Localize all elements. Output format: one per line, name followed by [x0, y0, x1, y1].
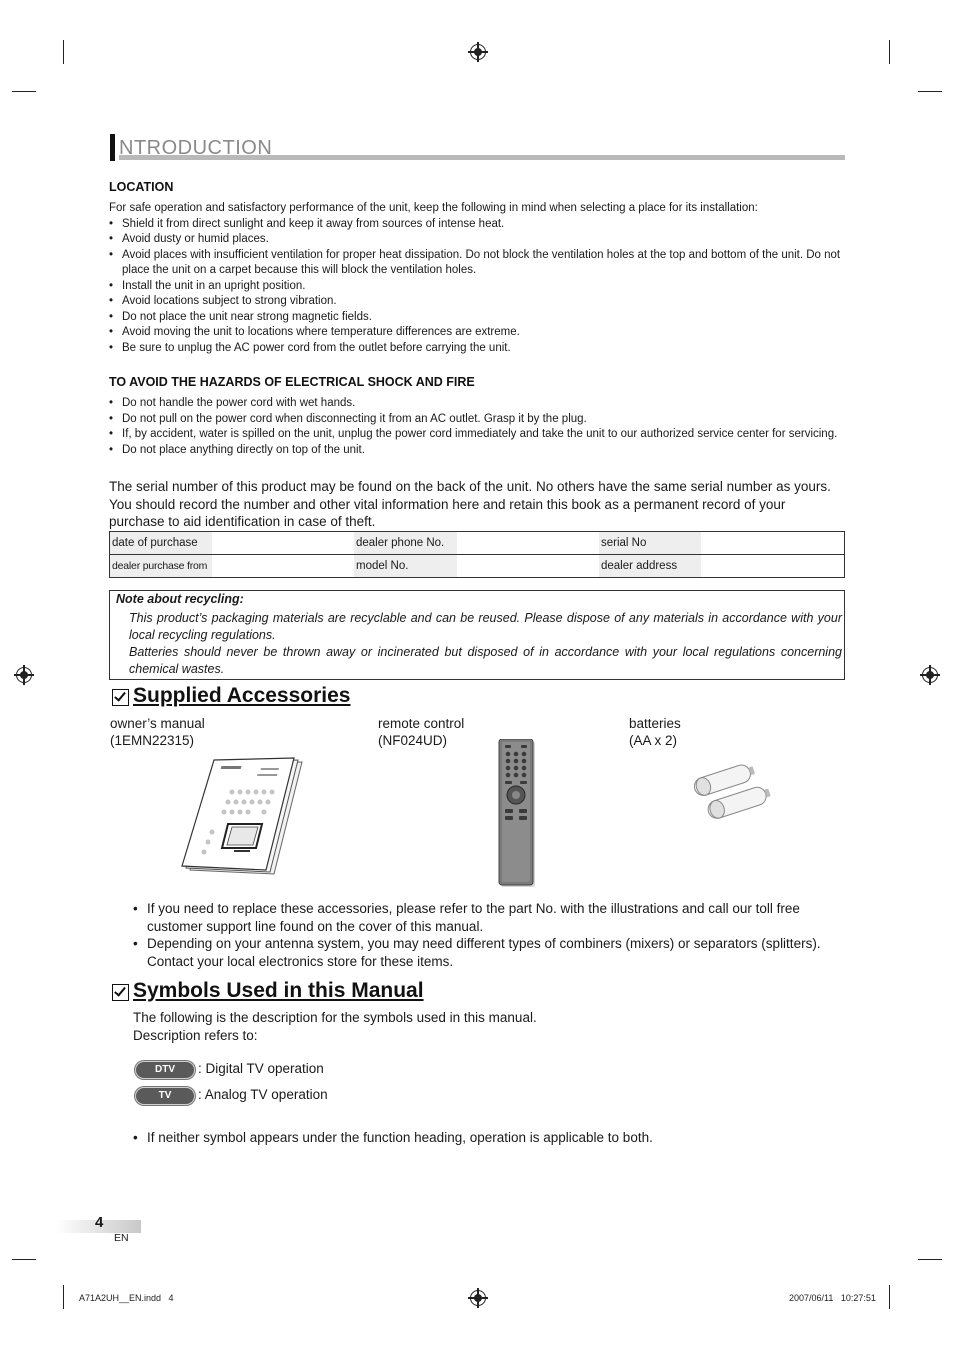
remote-control-icon: [497, 739, 539, 889]
accessories-notes: [133, 900, 833, 970]
table-cell-value[interactable]: [701, 532, 844, 555]
accessories-heading: Supplied Accessories: [133, 684, 351, 707]
symbols-heading: Symbols Used in this Manual: [133, 979, 424, 1002]
table-cell-label: serial No: [599, 532, 701, 555]
owners-manual-icon: [178, 756, 312, 880]
table-cell-value[interactable]: [212, 532, 354, 555]
accessories-note-list: [133, 900, 833, 970]
list-item: • Depending on your antenna system, you may need different types of combiners (mixers) or separators (splitters). Contact your local electronics store for these items.: [133, 935, 833, 970]
location-section: [109, 201, 844, 356]
checkbox-icon: [112, 984, 129, 1001]
table-row: [110, 532, 844, 555]
crop-mark: [12, 91, 36, 92]
location-intro: For safe operation and satisfactory performance of the unit, keep the following in mind when selecting a place for its installation:: [109, 202, 758, 214]
title-text: NTRODUCTION: [119, 137, 273, 159]
hazards-section: [109, 396, 844, 458]
list-item: • Do not place the unit near strong magnetic fields.: [109, 310, 844, 326]
crop-mark: [63, 40, 64, 64]
section-title: [110, 134, 845, 162]
symbols-note-list: [133, 1129, 833, 1147]
crop-mark: [918, 91, 942, 92]
list-item: • Do not pull on the power cord when disconnecting it from an AC outlet. Grasp it by the plug.: [109, 412, 844, 428]
crop-mark: [889, 1285, 890, 1309]
tv-description: : Analog TV operation: [198, 1087, 328, 1102]
title-initial-bar: [110, 134, 115, 161]
record-table: [109, 531, 845, 578]
print-timestamp: 2007/06/11 10:27:51: [789, 1293, 876, 1303]
list-item: • Avoid places with insufficient ventilation for proper heat dissipation. Do not block the ventilation holes at the top and bottom of the unit. Do not place the unit on a carpet because this will block the ventilation holes.: [109, 248, 844, 279]
table-cell-label: dealer address: [599, 555, 701, 578]
table-cell-value[interactable]: [457, 532, 599, 555]
recycling-note: [109, 590, 845, 680]
accessory-remote: [378, 715, 464, 749]
note-title: Note about recycling:: [116, 592, 244, 606]
table-row: [110, 555, 844, 578]
table-cell-label: date of purchase: [110, 532, 212, 555]
accessory-manual: [110, 715, 205, 749]
list-item: • Install the unit in an upright position.: [109, 279, 844, 295]
table-cell-label: model No.: [354, 555, 457, 578]
accessory-part: (NF024UD): [378, 733, 448, 748]
registration-mark-icon: [922, 667, 938, 683]
symbols-note: [133, 1129, 833, 1147]
page-number: 4: [95, 1214, 104, 1231]
batteries-icon: [690, 760, 780, 826]
list-item: • Avoid dusty or humid places.: [109, 232, 844, 248]
registration-mark-icon: [470, 44, 486, 60]
language-label: EN: [114, 1232, 129, 1244]
note-line: This product’s packaging materials are recyclable and can be reused. Please dispose of any materials in accordance with your local recycling regulations.: [129, 611, 842, 642]
accessory-part: (1EMN22315): [110, 733, 195, 748]
checkbox-icon: [112, 689, 129, 706]
hazards-heading: TO AVOID THE HAZARDS OF ELECTRICAL SHOCK AND FIRE: [109, 375, 475, 389]
crop-mark: [889, 40, 890, 64]
crop-mark: [918, 1259, 942, 1260]
crop-mark: [12, 1259, 36, 1260]
location-list: [109, 217, 844, 357]
note-body: [129, 610, 842, 678]
list-item: • If neither symbol appears under the function heading, operation is applicable to both.: [133, 1129, 833, 1147]
list-item: • Avoid locations subject to strong vibration.: [109, 294, 844, 310]
accessory-name: batteries: [629, 716, 681, 731]
accessory-batteries: [629, 715, 681, 749]
list-item: • If you need to replace these accessories, please refer to the part No. with the illustrations and call our toll free customer support line found on the cover of this manual.: [133, 900, 833, 935]
list-item: • Shield it from direct sunlight and keep it away from sources of intense heat.: [109, 217, 844, 233]
accessory-name: remote control: [378, 716, 465, 731]
hazards-list: [109, 396, 844, 458]
accessory-name: owner’s manual: [110, 716, 205, 731]
table-cell-value[interactable]: [212, 555, 354, 578]
table-cell-label: dealer phone No.: [354, 532, 457, 555]
list-item: • If, by accident, water is spilled on the unit, unplug the power cord immediately and take the unit to our authorized service center for servicing.: [109, 427, 844, 443]
table-cell-value[interactable]: [701, 555, 844, 578]
list-item: • Do not handle the power cord with wet hands.: [109, 396, 844, 412]
table-cell-label: dealer purchase from: [110, 555, 212, 578]
serial-number-text: The serial number of this product may be found on the back of the unit. No others have the same serial number as yours. You should record the number and other vital information here and retain this book as a permanent record of your purchase to aid identification in case of theft.: [109, 479, 831, 529]
list-item: • Be sure to unplug the AC power cord from the outlet before carrying the unit.: [109, 341, 844, 357]
file-slug: A71A2UH__EN.indd 4: [79, 1293, 174, 1303]
symbols-intro-line: The following is the description for the symbols used in this manual.: [133, 1010, 537, 1025]
dtv-description: : Digital TV operation: [198, 1061, 324, 1076]
registration-mark-icon: [16, 667, 32, 683]
tv-symbol-badge: TV: [135, 1087, 195, 1105]
registration-mark-icon: [470, 1290, 486, 1306]
list-item: • Do not place anything directly on top of the unit.: [109, 443, 844, 459]
accessory-part: (AA x 2): [629, 733, 678, 748]
list-item: • Avoid moving the unit to locations where temperature differences are extreme.: [109, 325, 844, 341]
table-cell-value[interactable]: [457, 555, 599, 578]
location-heading: LOCATION: [109, 180, 174, 194]
dtv-symbol-badge: DTV: [135, 1061, 195, 1079]
symbols-intro-line: Description refers to:: [133, 1027, 258, 1043]
crop-mark: [63, 1285, 64, 1309]
symbols-intro: [133, 1009, 537, 1044]
note-line: Batteries should never be thrown away or incinerated but disposed of in accordance with your local regulations concerning chemical wastes.: [129, 645, 842, 676]
